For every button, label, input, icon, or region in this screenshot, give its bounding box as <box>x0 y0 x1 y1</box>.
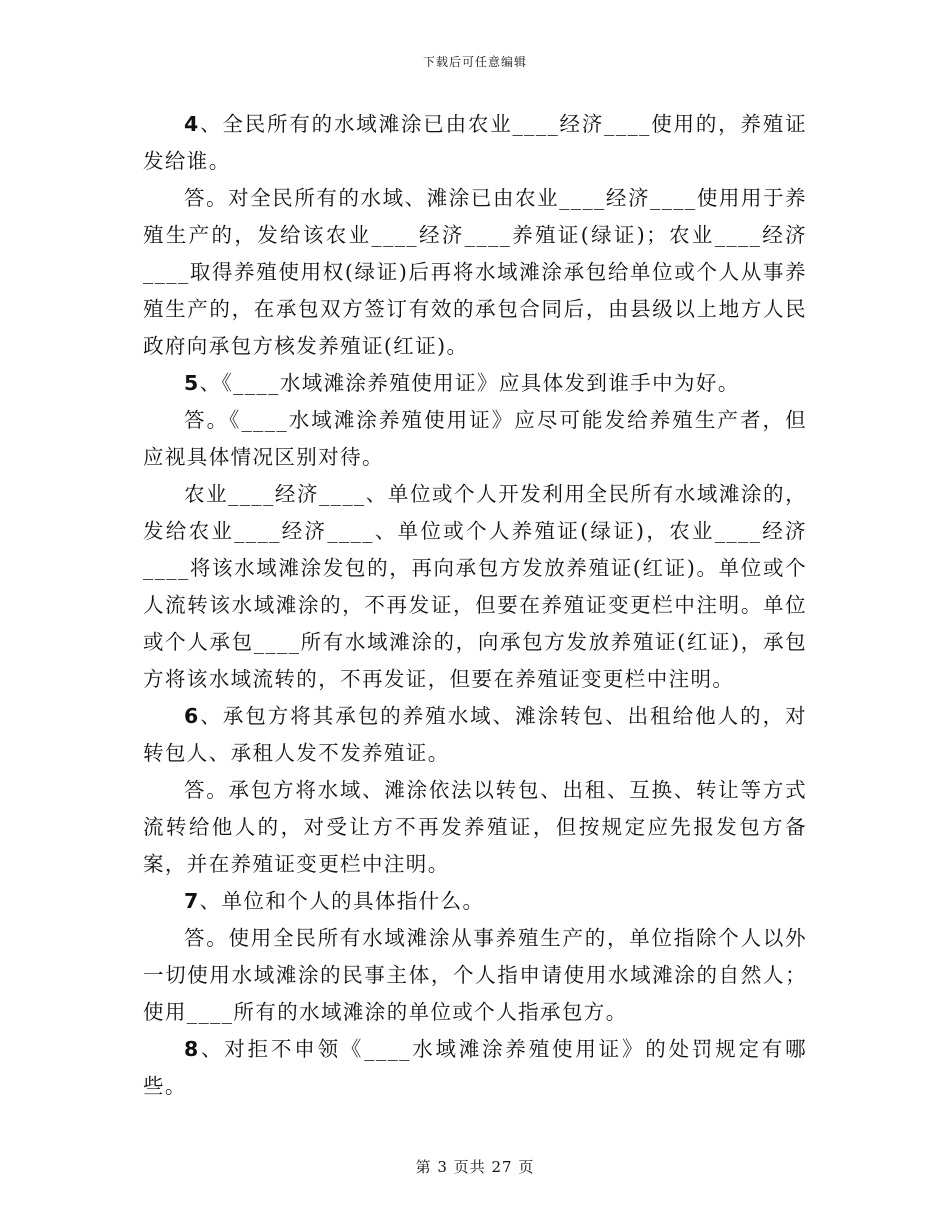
answer-5 <box>143 402 807 476</box>
question-text: 、全民所有的水域滩涂已由农业____经济____使用的，养殖证发给谁。 <box>143 112 807 173</box>
answer-5-detail <box>143 476 807 698</box>
question-number: 6 <box>184 704 200 728</box>
question-6 <box>143 698 807 772</box>
question-4 <box>143 106 807 180</box>
answer-text: 答。《____水域滩涂养殖使用证》应尽可能发给养殖生产者，但应视具体情况区别对待。 <box>143 408 807 469</box>
page-footer: 第 3 页共 27 页 <box>415 1158 535 1176</box>
answer-4 <box>143 180 807 365</box>
question-text: 、单位和个人的具体指什么。 <box>199 889 485 913</box>
answer-7 <box>143 920 807 1031</box>
question-number: 8 <box>184 1037 200 1061</box>
question-text: 、承包方将其承包的养殖水域、滩涂转包、出租给他人的，对转包人、承租人发不发养殖证。 <box>143 704 807 765</box>
question-number: 4 <box>184 112 200 136</box>
answer-text: 答。承包方将水域、滩涂依法以转包、出租、互换、转让等方式流转给他人的，对受让方不再发养殖证，但按规定应先报发包方备案，并在养殖证变更栏中注明。 <box>143 778 807 876</box>
question-5 <box>143 365 807 402</box>
answer-text: 答。对全民所有的水域、滩涂已由农业____经济____使用用于养殖生产的，发给该农业____经济____养殖证(绿证)；农业____经济____取得养殖使用权(绿证)后再将水域滩涂承包给单位或个人从事养殖生产的，在承包双方签订有效的承包合同后，由县级以上地方人民政府向承包方核发养殖证(红证)。 <box>143 186 807 358</box>
question-7 <box>143 883 807 920</box>
answer-text: 答。使用全民所有水域滩涂从事养殖生产的，单位指除个人以外一切使用水域滩涂的民事主体，个人指申请使用水域滩涂的自然人；使用____所有的水域滩涂的单位或个人指承包方。 <box>143 926 807 1024</box>
question-number: 5 <box>184 371 200 395</box>
answer-6 <box>143 772 807 883</box>
question-text: 、《____水域滩涂养殖使用证》应具体发到谁手中为好。 <box>199 371 740 395</box>
question-text: 、对拒不申领《____水域滩涂养殖使用证》的处罚规定有哪些。 <box>143 1037 807 1098</box>
answer-text: 农业____经济____、单位或个人开发利用全民所有水域滩涂的，发给农业____经济____、单位或个人养殖证(绿证)，农业____经济____将该水域滩涂发包的，再向承包方发放养殖证(红证)。单位或个人流转该水域滩涂的，不再发证，但要在养殖证变更栏中注明。单位或个人承包____所有水域滩涂的，向承包方发放养殖证(红证)，承包方将该水域流转的，不再发证，但要在养殖证变更栏中注明。 <box>143 482 807 691</box>
document-body <box>143 106 807 1105</box>
question-number: 7 <box>184 889 200 913</box>
page-header: 下载后可任意编辑 <box>422 55 527 69</box>
question-8 <box>143 1031 807 1105</box>
